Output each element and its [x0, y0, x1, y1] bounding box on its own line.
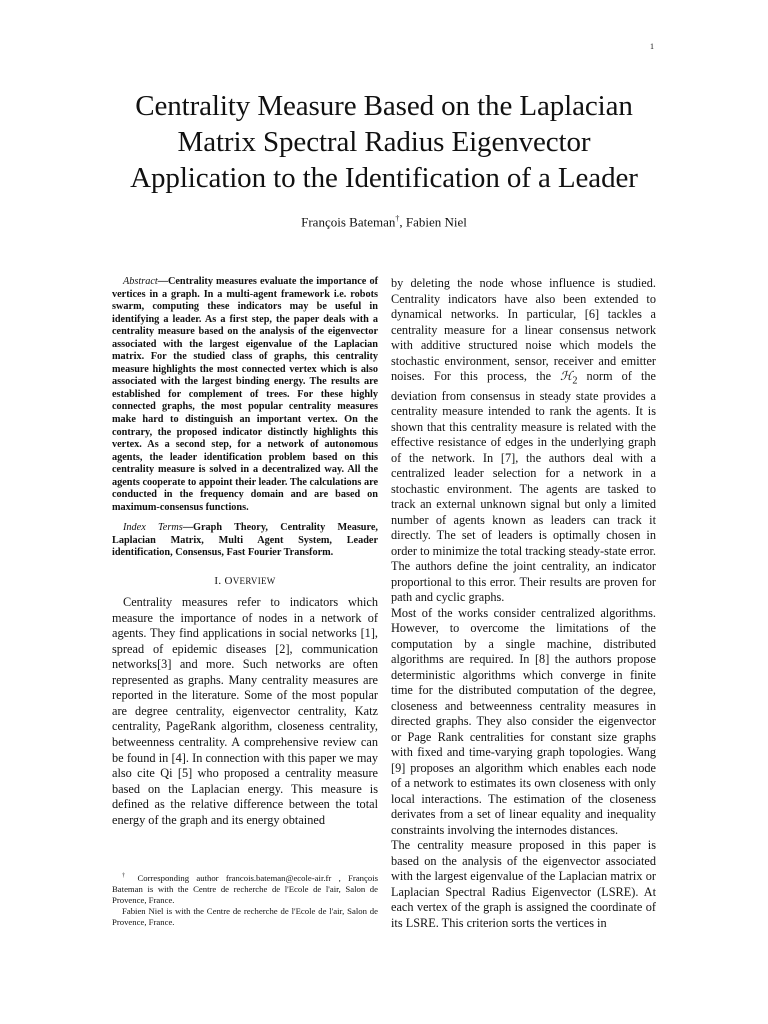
section-first-letter: O: [224, 575, 233, 588]
right-column: [391, 276, 656, 931]
footnote-2: Fabien Niel is with the Centre de recherche de l'Ecole de l'air, Salon de Provence, France.: [112, 905, 378, 927]
right-p1-part-b: norm of the deviation from consensus in steady state provides a centrality measure intended to rank the agents. It is shown that this centrality measure is related with the effective resistance of edges in the underlying graph of the network. In [7], the authors deal with a centralized leader selection for a network in a stochastic environment. The agents are tasked to track an external unknown signal but only a limited number of agents known as leaders can track it directly. The set of leaders is optimally chosen in order to minimize the total tracking steady-state error. The authors define the joint centrality, an indicator proportional to this error. Their results are proven for path and cyclic graphs.: [391, 369, 656, 605]
section-numeral: I.: [214, 575, 225, 588]
abstract-lead: Abstract: [123, 276, 158, 287]
author-1: François Bateman: [301, 214, 396, 230]
index-terms-text: —Graph Theory, Centrality Measure, Laplacian Matrix, Multi Agent System, Leader identification, Consensus, Fast Fourier Transform.: [112, 522, 378, 559]
right-paragraph-2: Most of the works consider centralized algorithms. However, to overcome the limitations of the computation by a single machine, distributed algorithms are required. In [8] the authors propose deterministic algorithms which converge in finite time for the distributed computation of the degree, closeness and betweenness centrality measures in directed graphs. They also consider the eigenvector or Page Rank centralities for constant size graphs with fixed and time-varying graph topologies. Wang [9] proposes an algorithm which enables each node of a network to estimates its own closeness with only local interactions. The estimation of the closeness derivates from a set of linear equality and inequality constraints involving the internodes distances.: [391, 605, 656, 837]
footnote-1-text: Corresponding author francois.bateman@ecole-air.fr , François Bateman is with the Centre de recherche de l'Ecole de l'air, Salon de Provence, France.: [112, 872, 379, 905]
author-line: [0, 214, 768, 230]
title-line-2: Matrix Spectral Radius Eigenvector: [177, 126, 591, 158]
section-title-rest: VERVIEW: [232, 576, 276, 587]
author-separator: ,: [399, 214, 406, 230]
index-terms-lead: Index Terms: [123, 522, 183, 534]
abstract-text: —Centrality measures evaluate the importance of vertices in a graph. In a multi-agent framework i.e. robots swarm, computing these indicators may be useful in identifying a leader. As a first step, the paper deals with a centrality measure based on the analysis of the eigenvector associated with the largest eigenvalue of the Laplacian matrix. For the studied class of graphs, this centrality measure highlights the most connected vertex which is also associated with the largest binding energy. The results are established for complement of trees. For these highly connected graphs, the most popular centrality measures make hard to distinguish an important vertex. On the contrary, the proposed indicator distinctly highlights this vertex. As a second step, for a network of autonomous agents, the leader identification problem based on this centrality measure is solved in a decentralized way. All the agents cooperate to appoint their leader. The calculations are conducted in the frequency domain and are based on maximum-consensus functions.: [112, 276, 378, 513]
right-p1-part-a: by deleting the node whose influence is studied. Centrality indicators have also been extended to dynamical networks. In particular, [6] tackles a centrality measure for a linear consensus network with additive structured noise which models the stochastic environment, sensor, receiver and emitter noises. For this process, the: [391, 276, 656, 383]
h2-symbol: ℋ: [560, 369, 573, 383]
dagger-mark: †: [395, 214, 400, 223]
title-line-1: Centrality Measure Based on the Laplacian: [135, 90, 633, 122]
footnotes: [112, 871, 378, 927]
footnote-1: [112, 871, 378, 906]
left-column: [112, 276, 378, 828]
footnote-dagger: †: [122, 873, 131, 879]
paper-title: [60, 88, 708, 196]
author-2: Fabien Niel: [405, 214, 467, 230]
title-line-3: Application to the Identification of a Leader: [130, 162, 638, 194]
right-paragraph-3: The centrality measure proposed in this paper is based on the analysis of the eigenvector associated with the largest eigenvalue of the Laplacian matrix or Laplacian Spectral Radius Eigenvector (LSRE). At each vertex of the graph is assigned the coordinate of its LSRE. This criterion sorts the vertices in: [391, 838, 656, 930]
page-number: 1: [650, 42, 654, 51]
overview-paragraph: Centrality measures refer to indicators which measure the importance of nodes in a network of agents. They find applications in social networks [1], spread of epidemic diseases [2], communication networks[3] and more. Such networks are often represented as graphs. Many centrality measures are reported in the literature. Some of the most popular are degree centrality, eigenvector centrality, Katz centrality, PageRank algorithm, closeness centrality, betweenness centrality. A comprehensive review can be found in [4]. In connection with this paper we may also cite Qi [5] who proposed a centrality measure based on the Laplacian energy. This measure is defined as the relative difference between the total energy of the graph and its energy obtained: [112, 595, 378, 827]
h2-subscript: 2: [572, 375, 578, 387]
section-heading: [112, 575, 378, 587]
abstract: [112, 276, 378, 514]
index-terms: [112, 522, 378, 560]
right-paragraph-1: [391, 276, 656, 606]
